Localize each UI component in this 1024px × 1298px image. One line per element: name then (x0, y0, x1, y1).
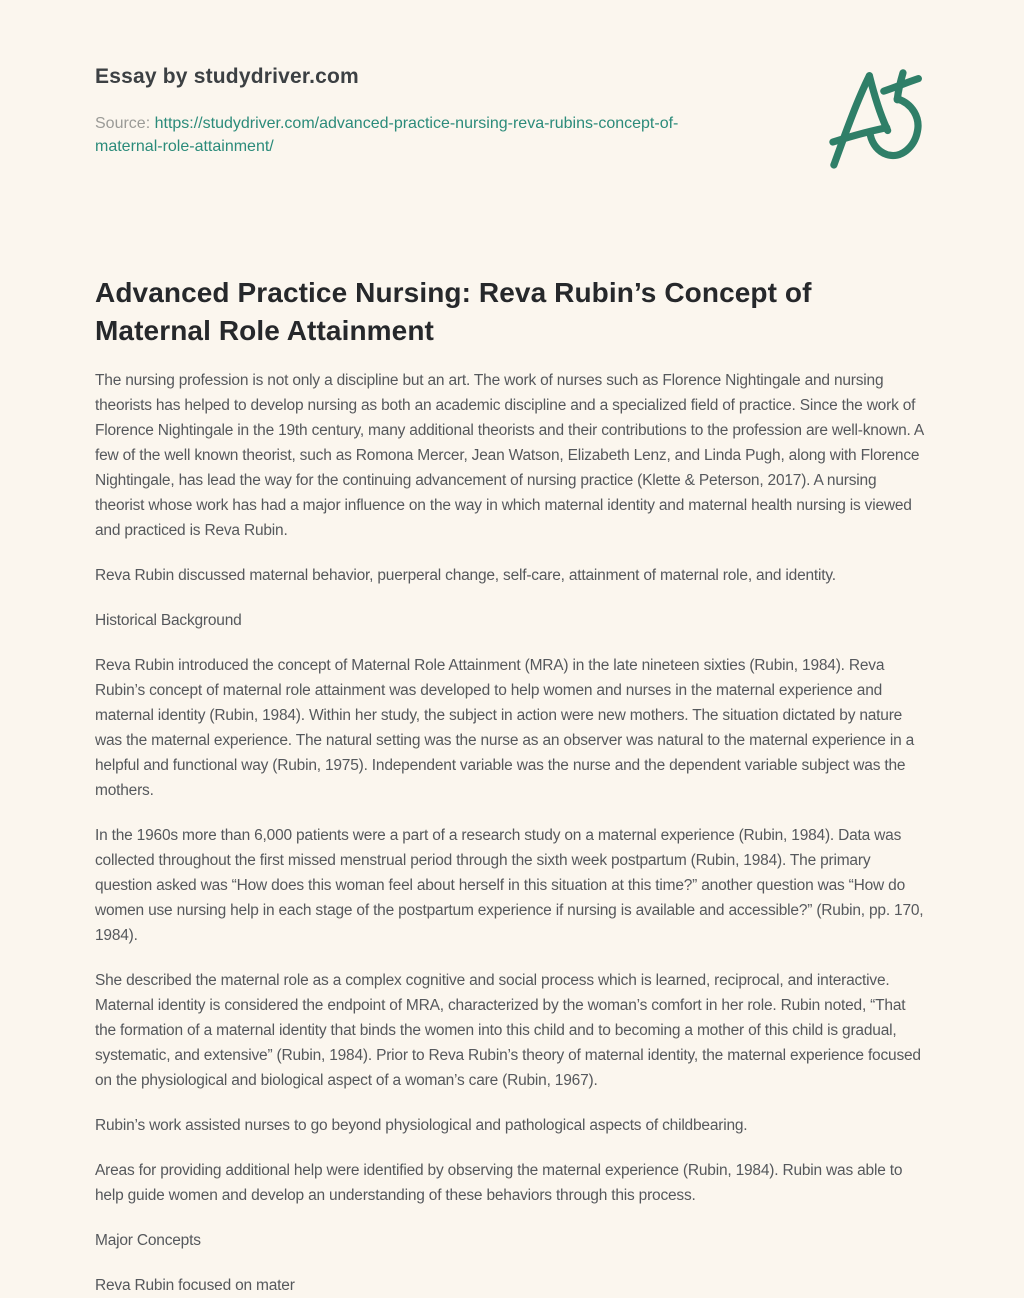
paragraph: She described the maternal role as a complex cognitive and social process which is learned, reciprocal, and interactive. Maternal identity is considered the endpoint of MRA, characterized by the woman’s comfort in her role. Rubin noted, “That the formation of a maternal identity that binds the women into this child and to becoming a mother of this child is gradual, systematic, and extensive” (Rubin, 1984). Prior to Reva Rubin’s theory of maternal identity, the maternal experience focused on the physiological and biological aspect of a woman’s care (Rubin, 1967). (95, 972, 921, 1089)
source-url-link[interactable]: https://studydriver.com/advanced-practice-nursing-reva-rubins-concept-of-maternal-role-attainment/ (95, 115, 679, 155)
paragraph: Reva Rubin introduced the concept of Maternal Role Attainment (MRA) in the late nineteen sixties (Rubin, 1984). Reva Rubin’s concept of maternal role attainment was developed to help women and nurses in the maternal experience and maternal identity (Rubin, 1984). Within her study, the subject in action were new mothers. The situation dictated by nature was the maternal experience. The natural setting was the nurse as an observer was natural to the maternal experience in a helpful and functional way (Rubin, 1975). Independent variable was the nurse and the dependent variable subject was the mothers. (95, 657, 915, 799)
essay-article (95, 274, 929, 1298)
document-header (95, 64, 929, 166)
article-title: Advanced Practice Nursing: Reva Rubin’s Concept of Maternal Role Attainment (95, 277, 812, 346)
source-label: Source: (95, 115, 151, 132)
studydriver-a-plus-logo-icon (831, 70, 927, 166)
section-heading: Historical Background (95, 612, 242, 629)
source-line (95, 112, 745, 158)
paragraph: Reva Rubin discussed maternal behavior, puerperal change, self-care, attainment of maternal role, and identity. (95, 567, 836, 584)
paragraph: The nursing profession is not only a discipline but an art. The work of nurses such as Florence Nightingale and nursing theorists has helped to develop nursing as both an academic discipline and a specialized field of practice. Since the work of Florence Nightingale in the 19th century, many additional theorists and their contributions to the profession are well-known. A few of the well known theorist, such as Romona Mercer, Jean Watson, Elizabeth Lenz, and Linda Pugh, along with Florence Nightingale, has lead the way for the continuing advancement of nursing practice (Klette & Peterson, 2017). A nursing theorist whose work has had a major influence on the way in which maternal identity and maternal health nursing is viewed and practiced is Reva Rubin. (95, 372, 924, 539)
section-heading: Major Concepts (95, 1232, 201, 1249)
header-text-block (95, 64, 745, 158)
paragraph: In the 1960s more than 6,000 patients were a part of a research study on a maternal experience (Rubin, 1984). Data was collected throughout the first missed menstrual period through the sixth week postpartum (Rubin, 1984). The primary question asked was “How does this woman feel about herself in this situation at this time?” another question was “How do women use nursing help in each stage of the postpartum experience if nursing is available and accessible?” (Rubin, pp. 170, 1984). (95, 827, 924, 944)
site-title: Essay by studydriver.com (95, 65, 359, 88)
paragraph: Reva Rubin focused on mater (95, 1277, 295, 1294)
paragraph: Rubin’s work assisted nurses to go beyond physiological and pathological aspects of childbearing. (95, 1117, 748, 1134)
paragraph: Areas for providing additional help were identified by observing the maternal experience (Rubin, 1984). Rubin was able to help guide women and develop an understanding of these behaviors through this process. (95, 1162, 903, 1204)
